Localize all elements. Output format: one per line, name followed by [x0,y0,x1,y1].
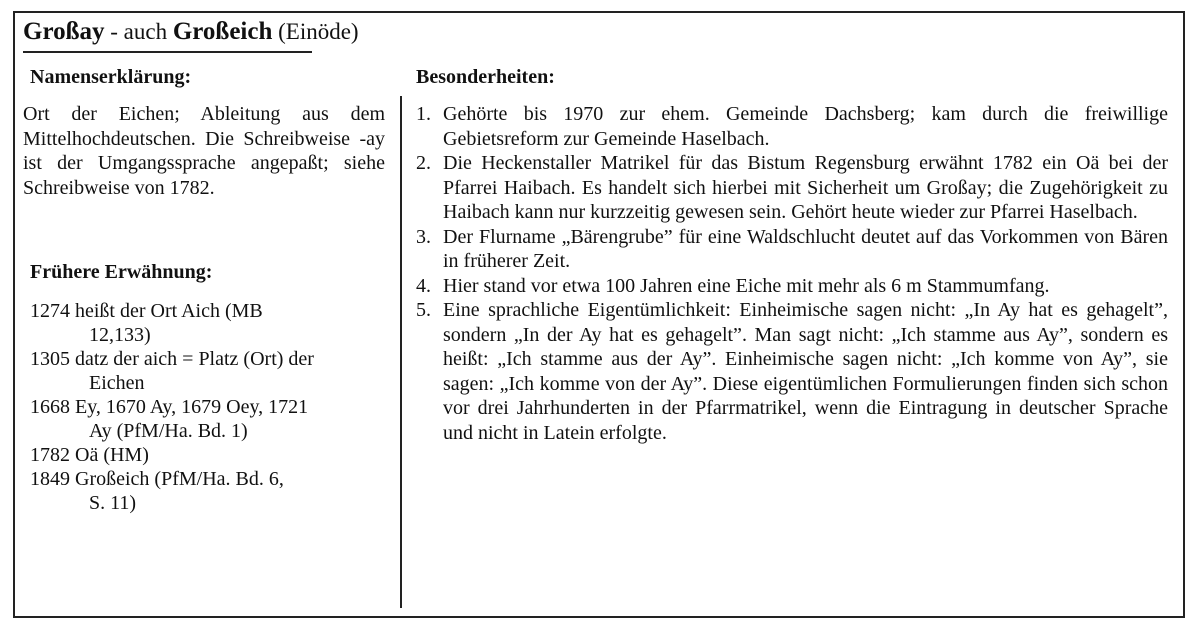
alternate-name: Großeich [172,18,273,45]
column-divider [400,96,402,608]
special-features-list [416,102,1168,445]
heading-special-features: Besonderheiten: [416,66,555,88]
mention-item: 1305 datz der aich = Platz (Ort) der Eichen [30,348,314,394]
mention-item: 1782 Oä (HM) [30,444,149,466]
page-title [23,18,359,46]
name-explanation-text: Ort der Eichen; Ableitung aus dem Mittelhochdeutschen. Die Schreibweise -ay ist der Umgangssprache angepaßt; siehe Schreibweise von 1782. [23,103,385,199]
heading-earlier-mentions: Frühere Erwähnung: [30,261,213,283]
mention-item: 1849 Großeich (PfM/Ha. Bd. 6, S. 11) [30,468,284,514]
earlier-mentions-list [30,299,390,515]
feature-item: 1. Gehörte bis 1970 zur ehem. Gemeinde Dachsberg; kam durch die freiwillige Gebietsreform zur Gemeinde Haselbach. [416,103,1168,150]
title-underline [23,51,312,53]
place-type: (Einöde) [272,19,359,44]
mention-item: 1668 Ey, 1670 Ay, 1679 Oey, 1721 Ay (PfM/Ha. Bd. 1) [30,396,309,442]
feature-item: 4. Hier stand vor etwa 100 Jahren eine Eiche mit mehr als 6 m Stammumfang. [416,274,1050,297]
feature-item: 2. Die Heckenstaller Matrikel für das Bistum Regensburg erwähnt 1782 ein Oä bei der Pfarrei Haibach. Es handelt sich hierbei mit Sicherheit um Großay; die Zugehörigkeit zu Haibach kann nur kurzzeitig gewesen sein. Gehört heute wieder zur Pfarrei Haselbach. [416,152,1168,223]
title-connector: - auch [104,19,173,44]
feature-item: 5. Eine sprachliche Eigentümlichkeit: Einheimische sagen nicht: „In Ay hat es gehagelt”, sondern „In der Ay hat es gehagelt”. Man sagt nicht: „Ich stamme aus Ay”, sondern es heißt: „Ich stamme aus der Ay”. Einheimische sagen nicht: „Ich komme von Ay”, sie sagen: „Ich komme von der Ay”. Diese eigentümlichen Formulierungen finden sich schon vor drei Jahrhunderten in der Pfarrmatrikel, wenn die Eintragung in deutscher Sprache und nicht in Latein erfolgte. [416,299,1168,444]
feature-item: 3. Der Flurname „Bärengrube” für eine Waldschlucht deutet auf das Vorkommen von Bären in früherer Zeit. [416,225,1168,272]
left-column [23,102,385,200]
heading-name-explanation: Namenserklärung: [30,66,192,88]
place-name: Großay [23,18,105,45]
mention-item: 1274 heißt der Ort Aich (MB 12,133) [30,300,263,346]
